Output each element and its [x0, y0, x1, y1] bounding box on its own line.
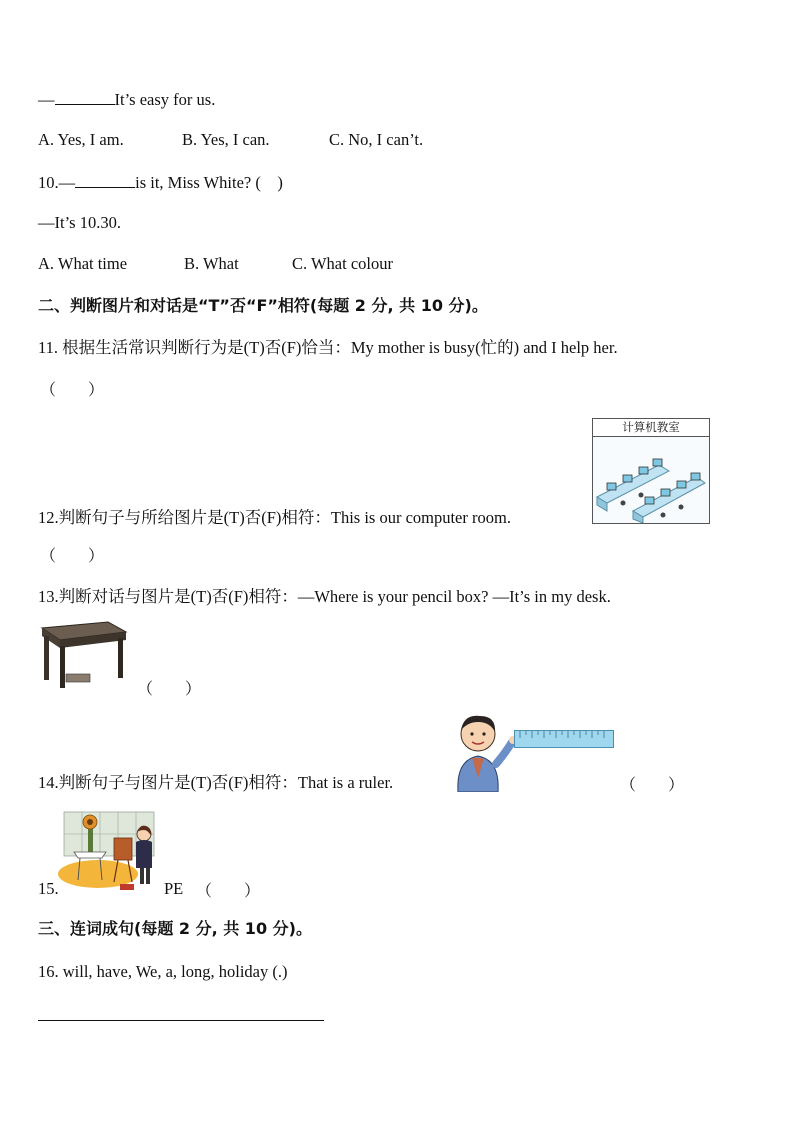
q9-blank[interactable]	[55, 88, 115, 105]
q10-options	[38, 254, 393, 274]
boy-ruler-image	[446, 708, 616, 792]
q9-option-b[interactable]: B. Yes, I can.	[182, 130, 270, 149]
q14-answer-paren[interactable]: （ ）	[620, 777, 685, 794]
q10-question: 10.— is it, Miss White? ( )	[38, 173, 283, 192]
section-3-title: 三、连词成句(每题 2 分, 共 10 分)。	[38, 919, 312, 938]
ruler-icon	[514, 730, 614, 748]
art-class-icon	[56, 808, 160, 894]
q15-line	[38, 879, 59, 899]
painting-class-image	[56, 808, 160, 894]
q9-option-a[interactable]: A. Yes, I am.	[38, 130, 124, 149]
q13-question: 13.判断对话与图片是(T)否(F)相符：—Where is your pencil box? —It’s in my desk.	[38, 587, 611, 606]
q12-answer-paren[interactable]: （ ）	[40, 548, 105, 565]
q15-number: 15.	[38, 879, 59, 898]
boy-pointing-icon	[446, 708, 616, 792]
q10-answer: —It’s 10.30.	[38, 213, 121, 232]
q16-question: 16. will, have, We, a, long, holiday (.)	[38, 962, 288, 981]
section-2-title: 二、判断图片和对话是“T”否“F”相符(每题 2 分, 共 10 分)。	[38, 296, 488, 315]
q11-question: 11. 根据生活常识判断行为是(T)否(F)恰当：My mother is busy(忙的) and I help her.	[38, 338, 618, 357]
q11-answer-paren[interactable]: （ ）	[40, 382, 105, 399]
q15-word: PE	[164, 879, 184, 898]
q16-answer-line[interactable]	[38, 1020, 324, 1021]
q10-blank[interactable]	[75, 171, 135, 188]
q12-question: 12.判断句子与所给图片是(T)否(F)相符：This is our computer room.	[38, 508, 511, 527]
desk-icon	[38, 618, 128, 688]
q9-options	[38, 130, 423, 150]
q10-option-a[interactable]: A. What time	[38, 254, 128, 273]
q10-option-c[interactable]: C. What colour	[292, 254, 393, 273]
q13-answer-paren[interactable]: （ ）	[137, 681, 202, 698]
computer-desks-icon	[593, 437, 709, 523]
computer-room-image	[592, 418, 710, 524]
q9-option-c[interactable]: C. No, I can’t.	[329, 130, 424, 149]
desk-image	[38, 618, 128, 688]
q9-answer-line: — It’s easy for us.	[38, 90, 216, 109]
computer-room-sign: 计算机教室	[593, 419, 709, 437]
q10-option-b[interactable]: B. What	[184, 254, 239, 273]
q14-question: 14.判断句子与图片是(T)否(F)相符：That is a ruler.	[38, 773, 394, 792]
q15-answer-paren[interactable]: （ ）	[196, 883, 261, 900]
